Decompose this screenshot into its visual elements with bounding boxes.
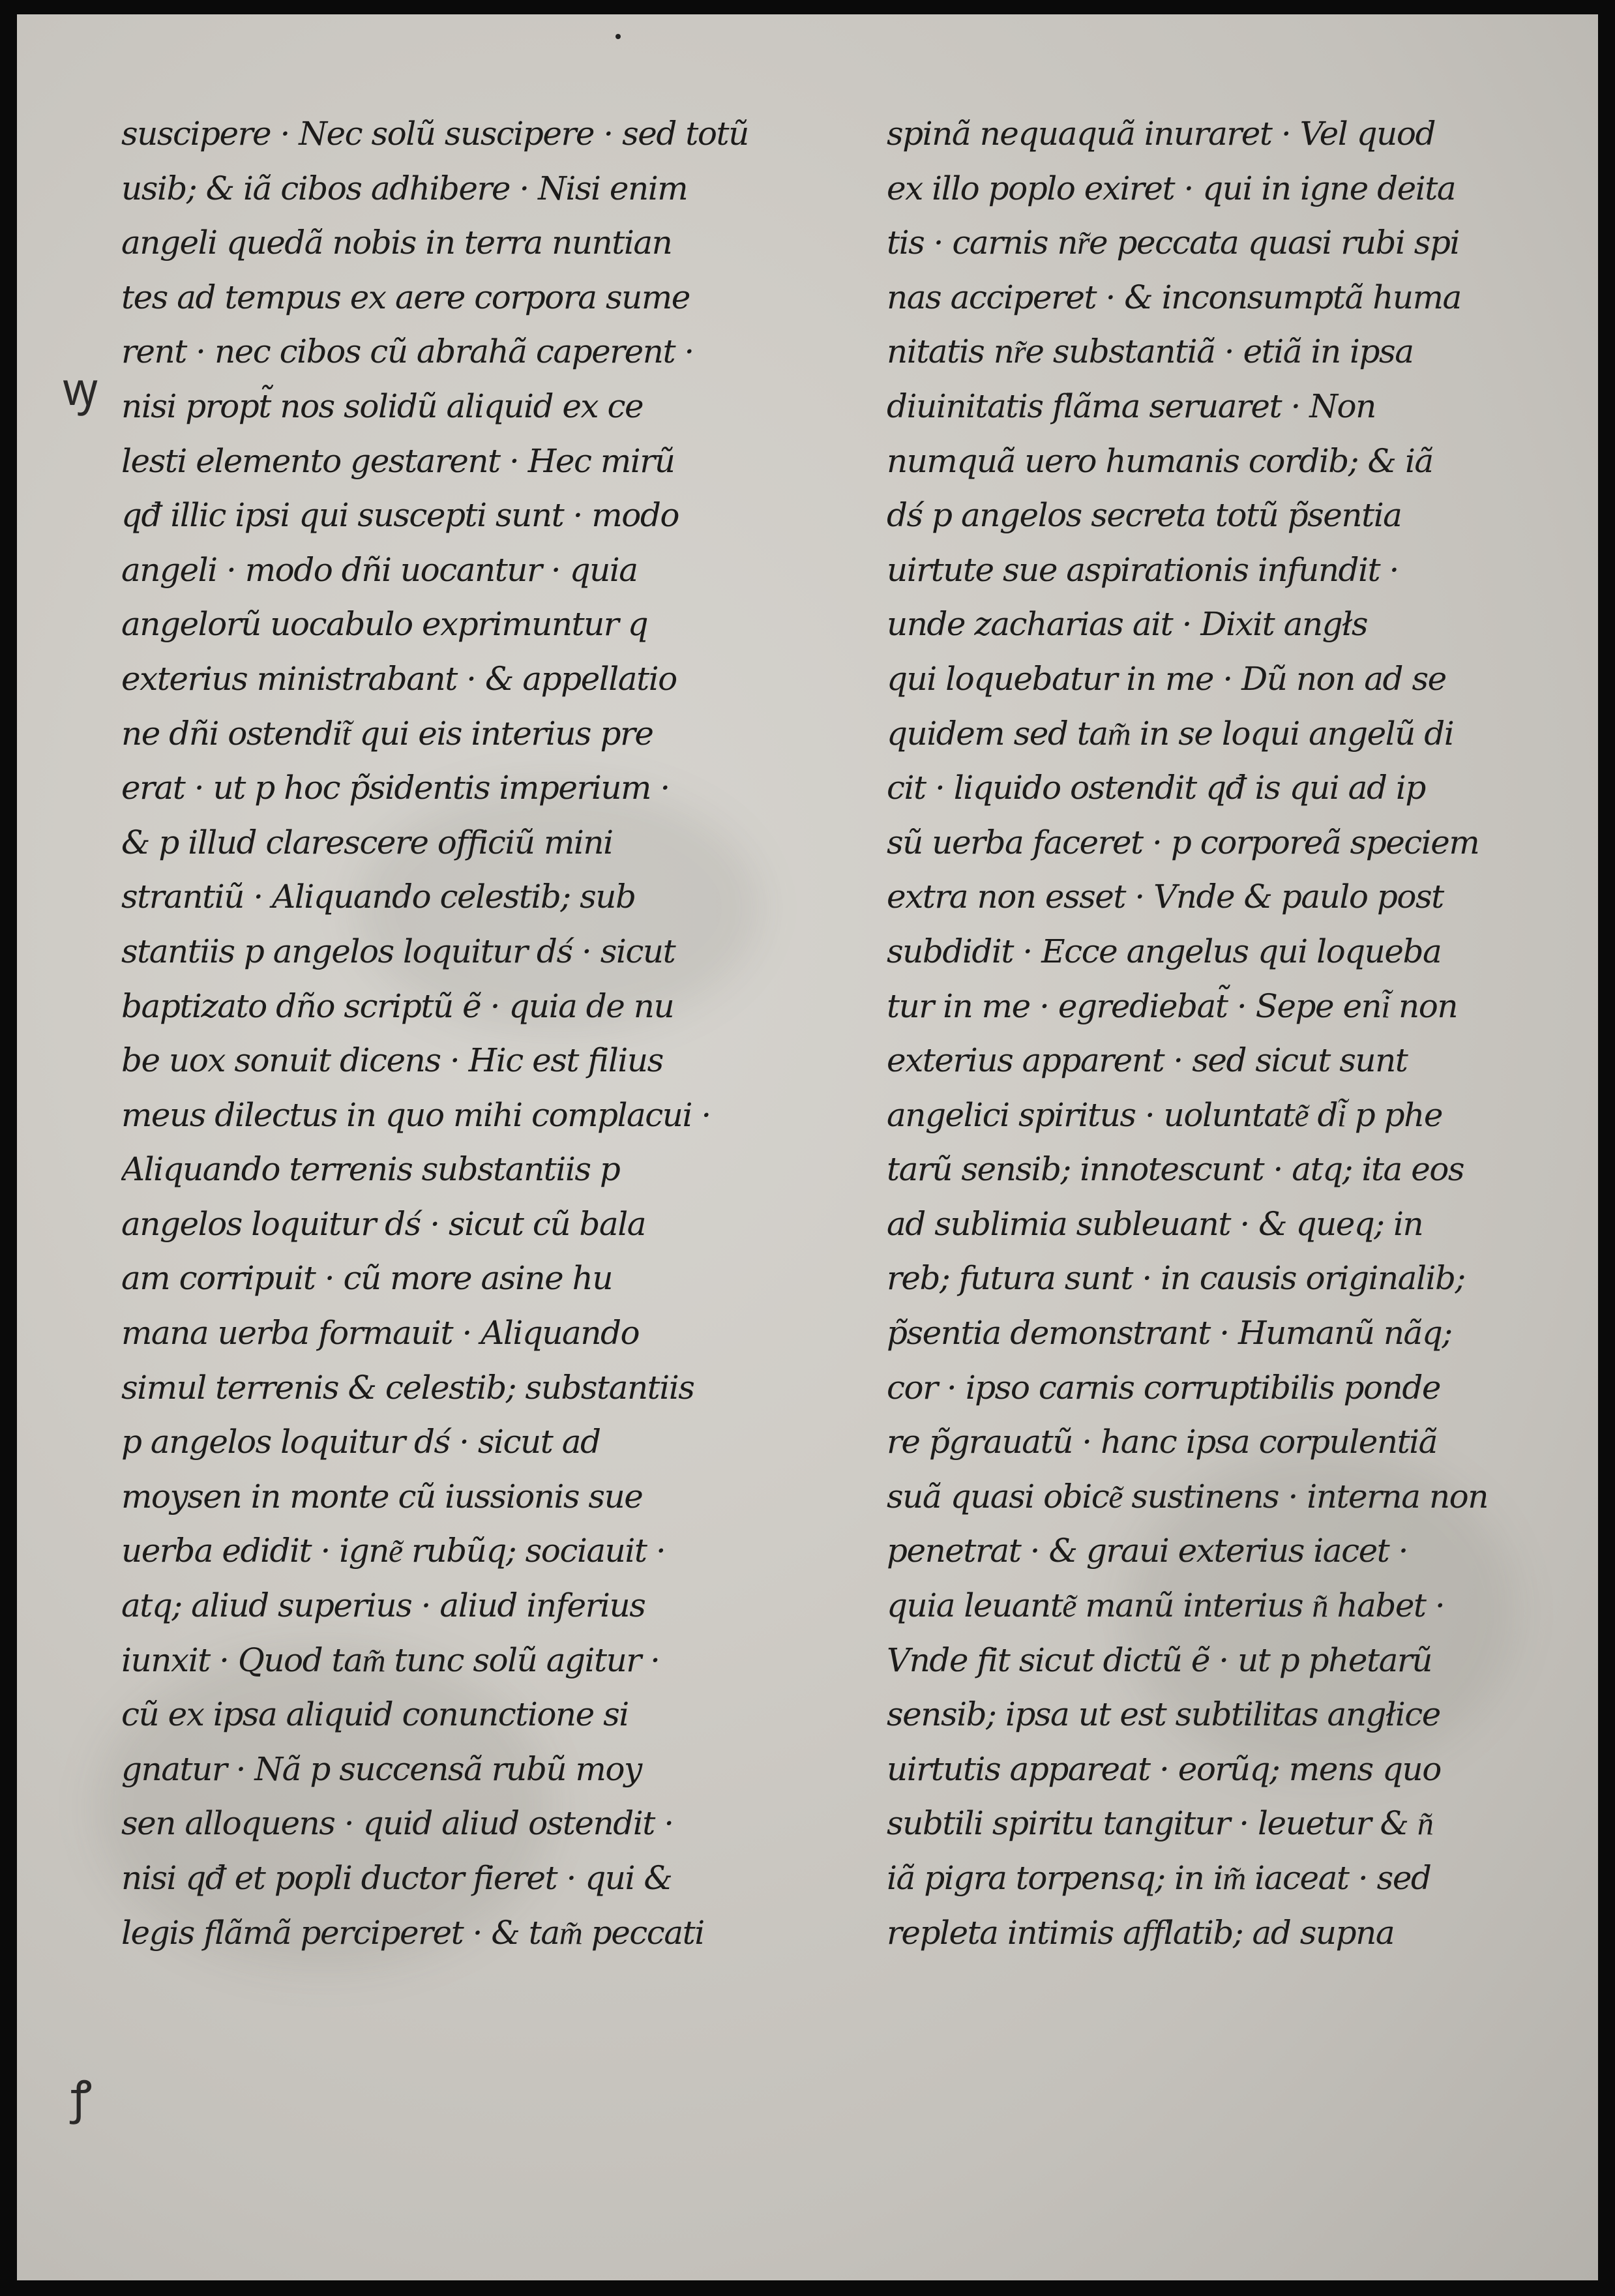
text-line: sensib; ipsa ut est subtilitas angłice [887, 1695, 1440, 1734]
margin-mark-upper: ꝡ [63, 363, 98, 416]
text-line: sũ uerba faceret · p corporeã speciem [887, 823, 1479, 861]
text-line: uirtute sue aspirationis infundit · [887, 550, 1399, 589]
text-line: p̃sentia demonstrant · Humanũ nãq; [887, 1314, 1452, 1352]
text-line: subdidit · Ecce angelus qui loqueba [887, 932, 1442, 970]
text-line: dś p angelos secreta totũ p̃sentia [887, 496, 1402, 535]
text-line: tarũ sensib; innotescunt · atq; ita eos [887, 1150, 1464, 1189]
text-line: angelici spiritus · uoluntate͂ di͂ p phe [887, 1096, 1442, 1134]
text-line: am corripuit · cũ more asine hu [121, 1259, 613, 1298]
text-line: atq; aliud superius · aliud inferius [121, 1587, 645, 1625]
text-line: subtili spiritu tangitur · leuetur & n͂ [887, 1804, 1433, 1843]
ink-dot [615, 34, 621, 39]
left-text-column [121, 107, 825, 1960]
text-line: cũ ex ipsa aliquid conunctione si [121, 1695, 629, 1734]
text-line: usib; & iã cibos adhibere · Nisi enim [121, 169, 688, 207]
text-line: uirtutis appareat · eorũq; mens quo [887, 1750, 1441, 1788]
text-line: qđ illic ipsi qui suscepti sunt · modo [121, 496, 679, 535]
text-line: ne dñi ostendit͂ qui eis interius pre [121, 714, 653, 753]
text-line: angelorũ uocabulo exprimuntur q [121, 605, 648, 644]
text-line: repleta intimis afflatib; ad supna [887, 1913, 1395, 1952]
right-text-column [887, 107, 1571, 1960]
text-line: diuinitatis flãma seruaret · Non [887, 387, 1376, 425]
text-line: penetrat · & graui exterius iacet · [887, 1532, 1408, 1570]
text-line: nas acciperet · & inconsumptã huma [887, 278, 1461, 316]
text-line: gnatur · Nã p succensã rubũ moy [121, 1750, 642, 1788]
text-line: strantiũ · Aliquando celestib; sub [121, 878, 636, 916]
text-line: suã quasi obice͂ sustinens · interna non [887, 1477, 1488, 1515]
text-line: re p̃grauatũ · hanc ipsa corpulentiã [887, 1423, 1437, 1461]
text-line: uerba edidit · igne͂ rubũq; sociauit · [121, 1532, 666, 1570]
text-line: erat · ut p hoc p̃sidentis imperium · [121, 769, 670, 807]
text-line: angeli quedã nobis in terra nuntian [121, 224, 672, 262]
text-line: nisi qđ et popli ductor fieret · qui & [121, 1859, 672, 1897]
text-line: be uox sonuit dicens · Hic est filius [121, 1041, 663, 1080]
text-line: meus dilectus in quo mihi complacui · [121, 1096, 711, 1134]
text-line: legis flãmã perciperet · & tam͂ peccati [121, 1913, 704, 1952]
text-line: stantiis p angelos loquitur dś · sicut [121, 932, 675, 970]
text-line: quia leuante͂ manũ interius n͂ habet · [887, 1587, 1445, 1625]
text-line: p angelos loquitur dś · sicut ad [121, 1423, 600, 1461]
text-line: exterius apparent · sed sicut sunt [887, 1041, 1408, 1080]
text-line: angelos loquitur dś · sicut cũ bala [121, 1204, 646, 1243]
text-line: ad sublimia subleuant · & queq; in [887, 1204, 1423, 1243]
text-line: iã pigra torpensq; in im͂ iaceat · sed [887, 1859, 1431, 1897]
text-line: iunxit · Quod tam͂ tunc solũ agitur · [121, 1641, 660, 1679]
text-line: numquã uero humanis cordib; & iã [887, 441, 1433, 480]
text-line: quidem sed tam͂ in se loqui angelũ di [887, 714, 1454, 753]
text-line: simul terrenis & celestib; substantiis [121, 1368, 694, 1407]
text-line: sen alloquens · quid aliud ostendit · [121, 1804, 674, 1843]
text-line: qui loquebatur in me · Dũ non ad se [887, 659, 1446, 698]
text-line: extra non esset · Vnde & paulo post [887, 878, 1444, 916]
text-line: suscipere · Nec solũ suscipere · sed totũ [121, 115, 748, 153]
text-line: & p illud clarescere officiũ mini [121, 823, 613, 861]
text-line: nisi propt̃ nos solidũ aliquid ex ce [121, 387, 644, 425]
text-line: moysen in monte cũ iussionis sue [121, 1477, 643, 1515]
text-line: rent · nec cibos cũ abrahã caperent · [121, 333, 694, 371]
text-line: tur in me · egrediebat̃ · Sepe eni͂ non [887, 987, 1458, 1025]
text-line: angeli · modo dñi uocantur · quia [121, 550, 638, 589]
text-line: exterius ministrabant · & appellatio [121, 659, 677, 698]
text-line: unde zacharias ait · Dixit angłs [887, 605, 1368, 644]
text-line: Aliquando terrenis substantiis p [121, 1150, 620, 1189]
text-line: cit · liquido ostendit qđ is qui ad ip [887, 769, 1425, 807]
text-line: tis · carnis nr͂e peccata quasi rubi spi [887, 224, 1459, 262]
text-line: ex illo poplo exiret · qui in igne deita [887, 169, 1456, 207]
text-line: nitatis nr͂e substantiã · etiã in ipsa [887, 333, 1414, 371]
text-line: Vnde fit sicut dictũ ẽ · ut p phetarũ [887, 1641, 1432, 1679]
text-line: tes ad tempus ex aere corpora sume [121, 278, 690, 316]
text-line: spinã nequaquã inuraret · Vel quod [887, 115, 1435, 153]
text-line: reb; futura sunt · in causis originalib; [887, 1259, 1465, 1298]
manuscript-folio [17, 14, 1598, 2280]
text-line: mana uerba formauit · Aliquando [121, 1314, 640, 1352]
text-line: lesti elemento gestarent · Hec mirũ [121, 441, 675, 480]
margin-mark-lower: ꝭ [70, 2071, 93, 2125]
text-line: cor · ipso carnis corruptibilis ponde [887, 1368, 1440, 1407]
text-line: baptizato dño scriptũ ẽ · quia de nu [121, 987, 674, 1025]
